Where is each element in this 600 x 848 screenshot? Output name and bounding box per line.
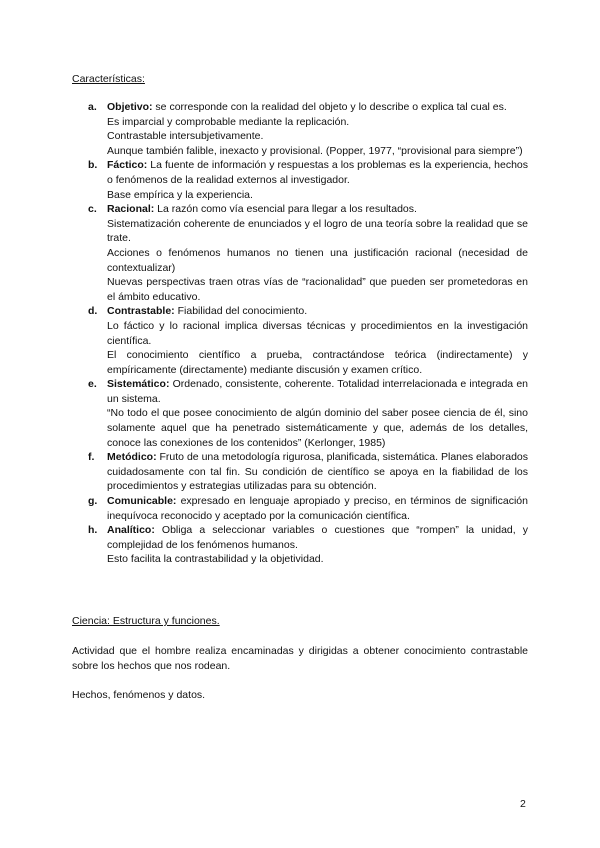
item-description: expresado en lenguaje apropiado y preciso, en términos de significación inequívoca reconocido y aceptado por la comunicación científica. [107,495,528,522]
item-term: Contrastable: [107,305,175,318]
section-title-ciencia: Ciencia: Estructura y funciones. [72,615,220,627]
item-detail-line: Contrastable intersubjetivamente. [107,130,264,143]
item-description: Obliga a seleccionar variables o cuestiones que “rompen” la unidad, y complejidad de los fenómenos humanos. [107,524,528,551]
list-item [88,494,528,523]
list-marker: g. [88,495,98,508]
item-detail-line: Base empírica y la experiencia. [107,188,253,201]
item-detail-line: Esto facilita la contrastabilidad y la objetividad. [107,553,324,566]
item-detail-line: Aunque también falible, inexacto y provisional. (Popper, 1977, “provisional para siempre”) [107,144,523,157]
list-item [88,450,528,494]
item-description: La fuente de información y respuestas a los problemas es la experiencia, hechos o fenómenos de la realidad externos al investigador. [107,159,528,186]
list-marker: d. [88,305,98,318]
item-term: Comunicable: [107,495,177,508]
item-description: Fruto de una metodología rigurosa, planificada, sistemática. Planes elaborados cuidadosamente con tal fin. Su condición de científico se apoya en la fiabilidad de los procedimientos y estrategias utilizadas para su obtención. [107,451,528,493]
section-title-caracteristicas: Características: [72,73,145,85]
item-first-line [107,158,528,187]
item-term: Sistemático: [107,378,170,391]
item-first-line [107,202,528,217]
list-marker: c. [88,203,97,216]
item-detail-line: Acciones o fenómenos humanos no tienen una justificación racional (necesidad de contextualizar) [107,246,528,274]
item-description: Ordenado, consistente, coherente. Totalidad interrelacionada e integrada en un sistema. [107,378,528,405]
list-marker: a. [88,101,97,113]
list-marker: h. [88,524,98,537]
list-item [88,523,528,567]
item-first-line [107,523,528,552]
item-first-line [107,100,528,115]
item-detail-line: “No todo el que posee conocimiento de algún dominio del saber posee ciencia de él, sino solamente aquel que ha penetrado sistemáticamente y que, además de los detalles, conoce las conexiones de los contenidos” (Kerlonger, 1985) [107,407,528,449]
paragraph-hechos: Hechos, fenómenos y datos. [72,689,206,701]
item-detail-line: Nuevas perspectivas traen otras vías de “racionalidad” que pueden ser prometedoras en el ámbito educativo. [107,276,528,303]
item-term: Racional: [107,203,155,216]
list-item [88,304,528,377]
page-number: 2 [520,798,526,810]
list-marker: e. [88,378,97,391]
item-term: Analítico: [107,524,155,537]
item-term: Metódico: [107,451,157,464]
item-first-line [107,450,528,494]
item-first-line [107,494,528,523]
item-description: Fiabilidad del conocimiento. [174,305,308,318]
item-detail-line: Sistematización coherente de enunciados y el logro de una teoría sobre la realidad que se trate. [107,217,528,245]
item-detail-line: Lo fáctico y lo racional implica diversas técnicas y procedimientos en la investigación científica. [107,319,528,347]
item-description: se corresponde con la realidad del objeto y lo describe o explica tal cual es. [152,101,507,113]
item-detail-line: El conocimiento científico a prueba, contractándose teórica (indirectamente) y empíricamente (directamente) mediante discusión y examen crítico. [107,349,528,376]
list-item [88,100,528,158]
list-marker: f. [88,451,95,464]
list-marker: b. [88,159,98,172]
item-detail-line: Es imparcial y comprobable mediante la replicación. [107,115,350,128]
paragraph-definition: Actividad que el hombre realiza encaminadas y dirigidas a obtener conocimiento contrastable sobre los hechos que nos rodean. [72,645,528,672]
item-term: Objetivo: [107,101,153,113]
item-first-line [107,377,528,406]
item-term: Fáctico: [107,159,148,172]
list-item [88,377,528,450]
list-item [88,158,528,202]
characteristics-list [88,100,528,567]
list-item [88,202,528,304]
item-description: La razón como vía esencial para llegar a los resultados. [154,203,417,216]
item-first-line [107,304,528,319]
